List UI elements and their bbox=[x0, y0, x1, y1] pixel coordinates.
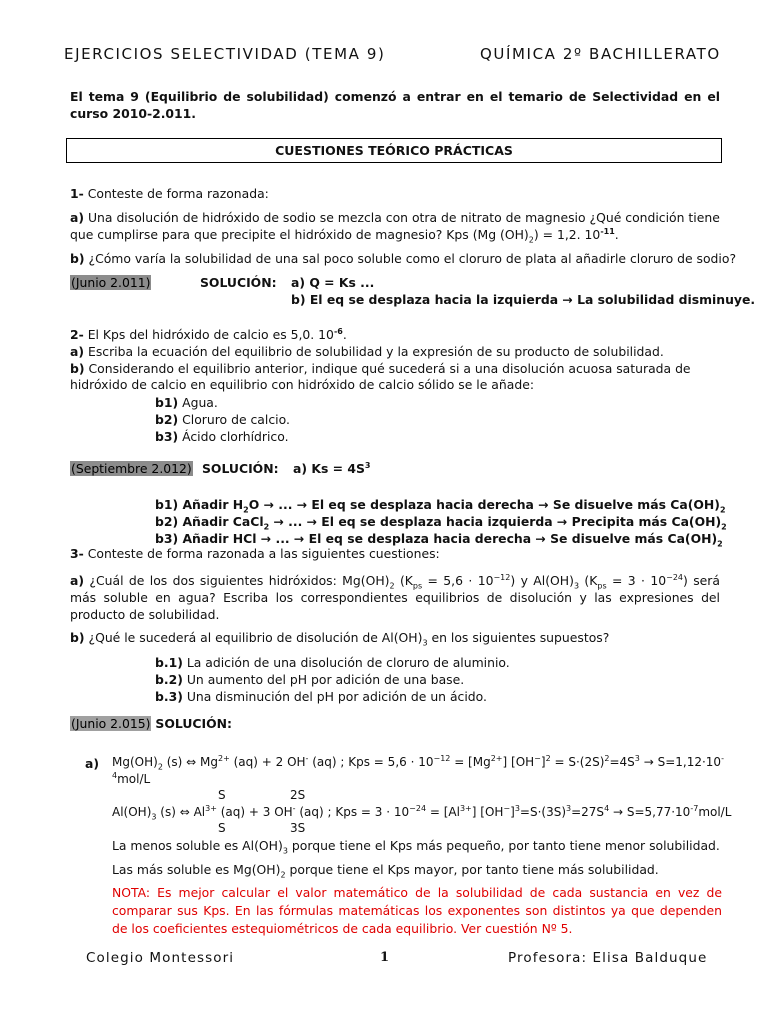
q3-eq2-s: S bbox=[218, 821, 226, 835]
q3-eq2-3s: 3S bbox=[290, 821, 306, 835]
q1-solution-b: b) El eq se desplaza hacia la izquierda → La solubilidad disminuye. bbox=[291, 292, 756, 307]
q2-solution-label: SOLUCIÓN: bbox=[202, 461, 279, 476]
q2-b-label: b) bbox=[70, 361, 85, 376]
q3-eq1-unit: $^4$mol/L bbox=[112, 771, 151, 786]
q1-date bbox=[70, 275, 151, 292]
q3-intro bbox=[70, 546, 440, 563]
q3-number: 3- bbox=[70, 546, 84, 561]
q1-b-label: b) bbox=[70, 251, 85, 266]
q3-eq2: $Al(OH)_3$ (s) ⇔ $Al^{3+}$ (aq) + 3 OH- (aq) ; Kps = $3 \cdot 10^{-24} = [Al^{3+}] [OH^-]^3=S\cdot(3S)^3=27S^4 \to S=5,77\cdot 10^{-7}mol/L$ bbox=[112, 804, 732, 822]
q1-a-tail: ) = 1,2. 10 bbox=[533, 227, 601, 242]
q3-sol-a-label: a) bbox=[85, 756, 100, 771]
q2-b-text: Considerando el equilibrio anterior, indique qué sucederá si a una disolución acuosa saturada de hidróxido de calcio en equilibrio con hidróxido de calcio sólido se le añade: bbox=[70, 361, 691, 392]
q2-solution-b1: b1) Añadir $H_2O$ → ... → El eq se desplaza hacia derecha → Se disuelve más $Ca(OH)_2$ bbox=[155, 497, 726, 515]
q1-a-label: a) bbox=[70, 210, 85, 225]
q1-a-end: . bbox=[614, 227, 619, 242]
q3-date bbox=[70, 716, 232, 733]
q2-text: El Kps del hidróxido de calcio es 5,0. 10 bbox=[87, 327, 334, 342]
section-title: CUESTIONES TEÓRICO PRÁCTICAS bbox=[66, 138, 722, 163]
intro-paragraph: El tema 9 (Equilibrio de solubilidad) comenzó a entrar en el temario de Selectividad en el curso 2010-2.011. bbox=[70, 89, 720, 121]
q2-b3: b3) Ácido clorhídrico. bbox=[155, 429, 289, 444]
page-number: 1 bbox=[380, 950, 390, 965]
q3-b3: b.3) Una disminución del pH por adición de un ácido. bbox=[155, 689, 487, 704]
footer-right: Profesora: Elisa Balduque bbox=[508, 950, 708, 966]
q1-b-text: ¿Cómo varía la solubilidad de una sal poco soluble como el cloruro de plata al añadirle cloruro de sodio? bbox=[88, 251, 737, 266]
q2-solution-b2: b2) Añadir CaCl$_2$ → ... → El eq se desplaza hacia izquierda → Precipita más $Ca(OH)_2$ bbox=[155, 514, 727, 532]
q3-eq1-2s: 2S bbox=[290, 788, 306, 802]
q3-part-a: a) ¿Cuál de los dos siguientes hidróxidos: $Mg(OH)_2$ $(K_{ps} = 5,6 \cdot 10^{-12})$ y $Al(OH)_3$ $(K_{ps} = 3 \cdot 10^{-24})$ será más soluble en agua? Escriba los correspondientes equilibrios de disolución y las expresiones del producto de solubilidad. bbox=[70, 572, 720, 622]
q3-nota: NOTA: Es mejor calcular el valor matemático de la solubilidad de cada sustancia en vez de comparar sus Kps. En las fórmulas matemáticas los exponentes son distintos ya que dependen de los coeficientes estequiométricos de cada equilibrio. Ver cuestión Nº 5. bbox=[112, 885, 722, 936]
q2-intro: 2- El Kps del hidróxido de calcio es 5,0. $10^{-6}$. bbox=[70, 326, 347, 342]
q1-number: 1- bbox=[70, 186, 84, 201]
q2-a-text: Escriba la ecuación del equilibrio de solubilidad y la expresión de su producto de solubilidad. bbox=[87, 344, 664, 359]
q1-solution-a: a) Q = Ks ... bbox=[291, 275, 375, 290]
q3-conclusion-1: La menos soluble es $Al(OH)_3$ porque tiene el Kps más pequeño, por tanto tiene menor solubilidad. bbox=[112, 838, 720, 856]
q2-b1: b1) Agua. bbox=[155, 395, 218, 410]
q2-a-label: a) bbox=[70, 344, 85, 359]
q2-number: 2- bbox=[70, 327, 84, 342]
q3-conclusion-2: Las más soluble es $Mg(OH)_2$ porque tiene el Kps mayor, por tanto tiene más solubilidad. bbox=[112, 862, 659, 880]
q3-eq1-s: S bbox=[218, 788, 226, 802]
header-right: QUÍMICA 2º BACHILLERATO bbox=[480, 45, 721, 63]
q3-text: Conteste de forma razonada a las siguientes cuestiones: bbox=[87, 546, 440, 561]
q1-solution-label: SOLUCIÓN: bbox=[200, 275, 277, 290]
q1-text: Conteste de forma razonada: bbox=[87, 186, 269, 201]
q3-solution-label: SOLUCIÓN: bbox=[155, 716, 232, 731]
header-left: EJERCICIOS SELECTIVIDAD (TEMA 9) bbox=[64, 45, 386, 63]
footer-left: Colegio Montessori bbox=[86, 950, 235, 966]
q1-part-b bbox=[70, 251, 736, 268]
q2-solution-a: a) $Ks = 4S^3$ bbox=[293, 460, 371, 476]
q1-intro bbox=[70, 186, 269, 203]
q2-exp: -6 bbox=[333, 326, 343, 336]
q1-a-text: Una disolución de hidróxido de sodio se mezcla con otra de nitrato de magnesio ¿Qué condición tiene que cumplirse para que precipite el hidróxido de magnesio? Kps (Mg (OH) bbox=[70, 210, 720, 242]
q2-solution-b3: b3) Añadir HCl → ... → El eq se desplaza hacia derecha → Se disuelve más $Ca(OH)_2$ bbox=[155, 531, 723, 549]
q1-part-a: a) Una disolución de hidróxido de sodio se mezcla con otra de nitrato de magnesio ¿Qué condición tiene que cumplirse para que precipite el hidróxido de magnesio? Kps (Mg $(OH)_2) = 1,2$. $10^{-11}$. bbox=[70, 210, 720, 245]
q2-b2: b2) Cloruro de calcio. bbox=[155, 412, 290, 427]
q3-eq1: $Mg(OH)_2$ (s) ⇔ $Mg^{2+}$ (aq) + 2 OH- (aq) ; Kps = $5,6 \cdot 10^{-12} = [Mg^{2+}] [OH^-]^2 = S\cdot(2S)^2=4S^3 \to S=1,12\cdot 10^-$ bbox=[112, 754, 724, 772]
q1-date-badge: (Junio 2.011) bbox=[71, 275, 151, 290]
q3-b1: b.1) La adición de una disolución de cloruro de aluminio. bbox=[155, 655, 510, 670]
q2-date bbox=[70, 461, 193, 478]
q3-b2: b.2) Un aumento del pH por adición de una base. bbox=[155, 672, 465, 687]
q2-part-b bbox=[70, 361, 720, 393]
q1-a-exp: -11 bbox=[600, 226, 615, 236]
q2-date-badge: (Septiembre 2.012) bbox=[71, 461, 192, 476]
q2-part-a bbox=[70, 344, 664, 361]
q3-date-badge: (Junio 2.015) bbox=[71, 716, 151, 731]
q3-part-b: b) ¿Qué le sucederá al equilibrio de disolución de $Al(OH)_3$ en los siguientes supuestos? bbox=[70, 630, 610, 648]
